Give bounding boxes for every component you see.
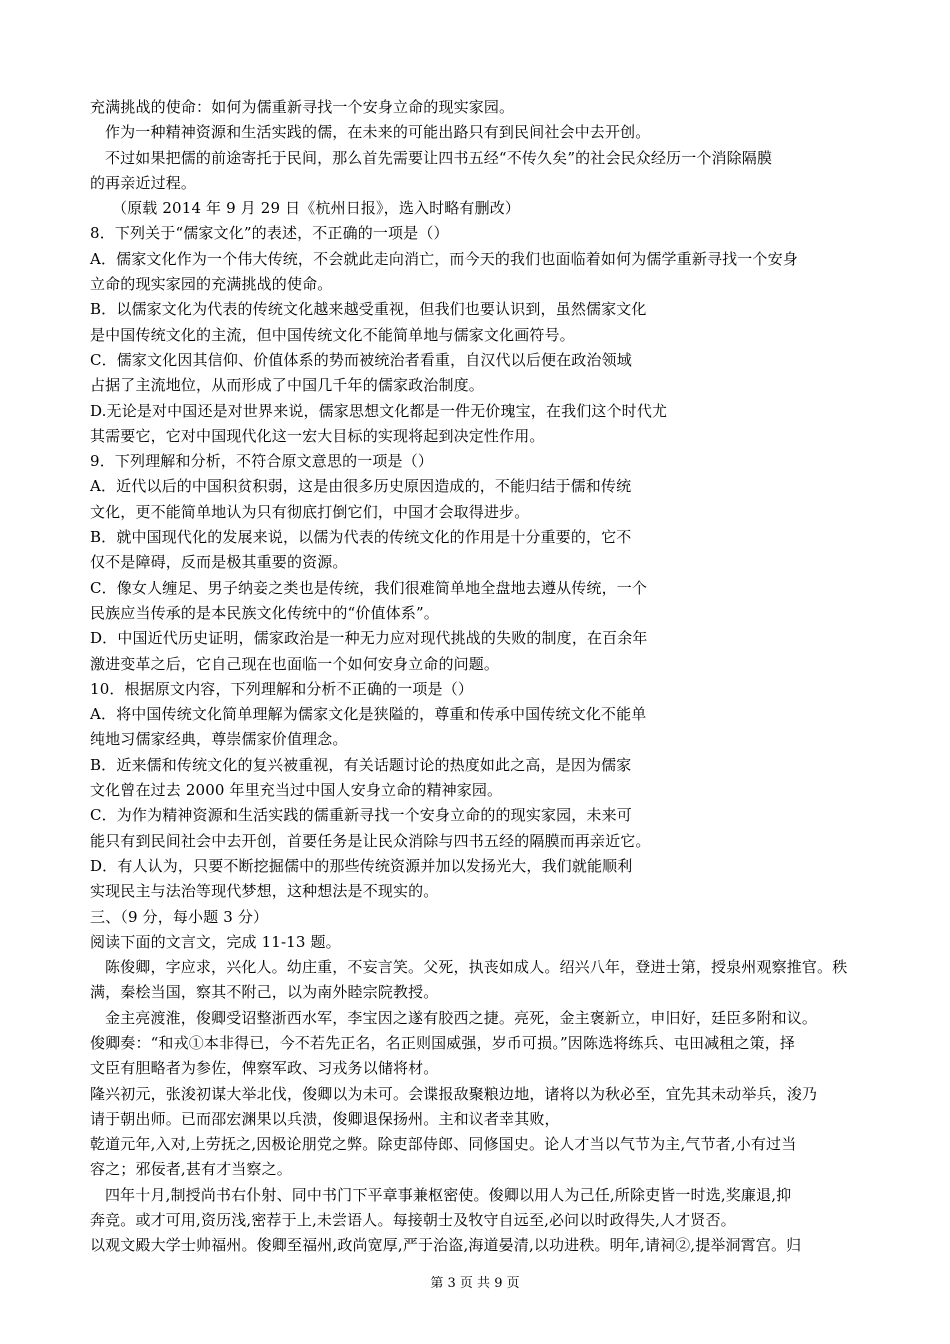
text-line: 以观文殿大学士帅福州。俊卿至福州,政尚宽厚,严于治盗,海道晏清,以功进秩。明年,请祠②,提举洞霄宫。归 [90, 1236, 802, 1255]
text-line: 的再亲近过程。 [90, 173, 197, 192]
text-line: 占据了主流地位，从而形成了中国几千年的儒家政治制度。 [90, 376, 484, 395]
text-line: A．近代以后的中国积贫积弱，这是由很多历史原因造成的，不能归结于儒和传统 [90, 477, 632, 496]
text-line: B．以儒家文化为代表的传统文化越来越受重视，但我们也要认识到，虽然儒家文化 [90, 300, 647, 319]
text-line: 能只有到民间社会中去开创，首要任务是让民众消除与四书五经的隔膜而再亲近它。 [90, 831, 651, 850]
text-line: D.无论是对中国还是对世界来说，儒家思想文化都是一件无价瑰宝，在我们这个时代尤 [90, 401, 668, 420]
text-line: C．像女人缠足、男子纳妾之类也是传统，我们很难简单地全盘地去遵从传统，一个 [90, 578, 648, 597]
text-line: 实现民主与法治等现代梦想，这种想法是不现实的。 [90, 882, 439, 901]
text-line: 俊卿奏：“和戎①本非得已，今不若先正名，名正则国威强，岁币可损。”因陈选将练兵、屯田减租之策，择 [90, 1033, 796, 1052]
text-line: 文臣有胆略者为参佐，俾察军政、习戎务以储将材。 [90, 1059, 439, 1078]
text-line: 10．根据原文内容，下列理解和分析不正确的一项是（） [90, 679, 473, 698]
text-line: C．为作为精神资源和生活实践的儒重新寻找一个安身立命的的现实家园，未来可 [90, 806, 632, 825]
text-line: 金主亮渡淮，俊卿受诏整浙西水军，李宝因之遂有胶西之捷。亮死，金主褒新立，申旧好，廷臣多附和议。 [105, 1008, 818, 1027]
text-line: 三、（9 分，每小题 3 分） [90, 907, 269, 926]
text-line: 奔竞。或才可用,资历浅,密荐于上,未尝语人。每接朝士及牧守自远至,必问以时政得失,人才贤否。 [90, 1211, 736, 1230]
text-line: 文化曾在过去 2000 年里充当过中国人安身立命的精神家园。 [90, 781, 503, 800]
text-line: 仅不是障碍，反而是极其重要的资源。 [90, 553, 348, 572]
text-line: A．将中国传统文化简单理解为儒家文化是狭隘的，尊重和传承中国传统文化不能单 [90, 705, 647, 724]
text-line: 作为一种精神资源和生活实践的儒，在未来的可能出路只有到民间社会中去开创。 [105, 123, 651, 142]
text-line: 不过如果把儒的前途寄托于民间，那么首先需要让四书五经“不传久矣”的社会民众经历一个消除隔膜 [105, 148, 773, 167]
text-line: B．近来儒和传统文化的复兴被重视，有关话题讨论的热度如此之高，是因为儒家 [90, 755, 632, 774]
page-footer: 第 3 页 共 9 页 [430, 1276, 520, 1291]
text-line: 民族应当传承的是本民族文化传统中的“价值体系”。 [90, 603, 439, 622]
text-line: 容之；邪佞者,甚有才当察之。 [90, 1160, 292, 1179]
text-line: 激进变革之后，它自己现在也面临一个如何安身立命的问题。 [90, 654, 500, 673]
text-line: 四年十月,制授尚书右仆射、同中书门下平章事兼枢密使。俊卿以用人为己任,所除吏皆一时选,奖廉退,抑 [105, 1185, 792, 1204]
text-line: 立命的现实家园的充满挑战的使命。 [90, 275, 333, 294]
text-line: C．儒家文化因其信仰、价值体系的势而被统治者看重，自汉代以后便在政治领域 [90, 350, 632, 369]
text-line: 阅读下面的文言文，完成 11-13 题。 [90, 932, 341, 951]
text-line: 其需要它，它对中国现代化这一宏大目标的实现将起到决定性作用。 [90, 426, 545, 445]
text-line: D．有人认为，只要不断挖掘儒中的那些传统资源并加以发扬光大，我们就能顺利 [90, 856, 633, 875]
text-line: 9．下列理解和分析，不符合原文意思的一项是（） [90, 452, 433, 471]
document-body [90, 95, 865, 1259]
text-line: A．儒家文化作为一个伟大传统，不会就此走向消亡，而今天的我们也面临着如何为儒学重新寻找一个安身 [90, 249, 798, 268]
text-line: 请于朝出师。已而邵宏渊果以兵溃，俊卿退保扬州。主和议者幸其败， [90, 1109, 560, 1128]
text-line: 8．下列关于“儒家文化”的表述，不正确的一项是（） [90, 224, 449, 243]
text-line: 充满挑战的使命：如何为儒重新寻找一个安身立命的现实家园。 [90, 98, 515, 116]
text-line: 隆兴初元，张浚初谋大举北伐，俊卿以为未可。会谍报敌聚粮边地，诸将以为秋必至，宜先其未动举兵，浚乃 [90, 1084, 818, 1103]
text-line: 乾道元年,入对,上劳抚之,因极论朋党之弊。除吏部侍郎、同修国史。论人才当以气节为主,气节者,小有过当 [90, 1135, 797, 1154]
text-line: （原载 2014 年 9 月 29 日《杭州日报》，选入时略有删改） [112, 199, 521, 218]
text-line: 是中国传统文化的主流，但中国传统文化不能简单地与儒家文化画符号。 [90, 325, 575, 344]
text-line: 纯地习儒家经典，尊崇儒家价值理念。 [90, 730, 348, 749]
text-line: D．中国近代历史证明，儒家政治是一种无力应对现代挑战的失败的制度，在百余年 [90, 629, 648, 648]
text-line: B．就中国现代化的发展来说，以儒为代表的传统文化的作用是十分重要的，它不 [90, 528, 632, 547]
text-line: 文化，更不能简单地认为只有彻底打倒它们，中国才会取得进步。 [90, 502, 530, 521]
text-line: 陈俊卿，字应求，兴化人。幼庄重，不妄言笑。父死，执丧如成人。绍兴八年，登进士第，授泉州观察推官。秩 [105, 958, 848, 977]
text-line: 满，秦桧当国，察其不附己，以为南外睦宗院教授。 [90, 983, 439, 1002]
